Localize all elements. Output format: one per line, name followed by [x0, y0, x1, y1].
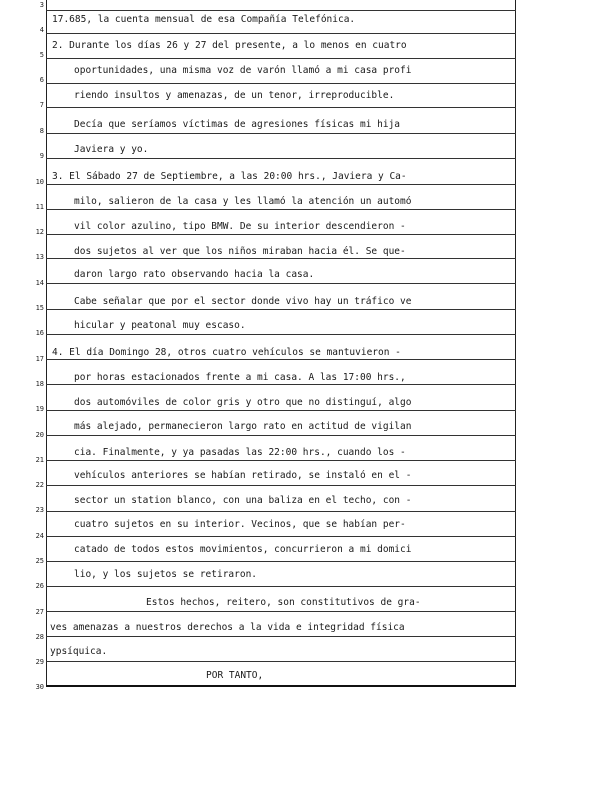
line-number: 23 — [35, 506, 44, 514]
ruled-line — [46, 511, 516, 512]
line-number: 3 — [39, 1, 44, 9]
line-number: 24 — [35, 532, 44, 540]
text-line: hicular y peatonal muy escaso. — [74, 320, 246, 331]
left-margin-rule — [46, 0, 47, 686]
text-line: dos sujetos al ver que los niños miraban hacia él. Se que- — [74, 246, 406, 257]
text-line: oportunidades, una misma voz de varón llamó a mi casa profi — [74, 65, 412, 76]
line-number: 10 — [35, 178, 44, 186]
text-line: ves amenazas a nuestros derechos a la vida e integridad física — [50, 622, 405, 633]
ruled-line — [46, 133, 516, 134]
line-number: 28 — [35, 633, 44, 641]
line-number: 20 — [35, 431, 44, 439]
line-number: 30 — [35, 683, 44, 691]
bleed-through-artifact — [90, 770, 390, 784]
line-number: 13 — [35, 253, 44, 261]
line-number: 8 — [39, 127, 44, 135]
line-number: 11 — [35, 203, 44, 211]
text-line: vehículos anteriores se habían retirado, se instaló en el - — [74, 470, 412, 481]
ruled-line — [46, 309, 516, 310]
ruled-line — [46, 435, 516, 436]
line-number: 25 — [35, 557, 44, 565]
line-number: 12 — [35, 228, 44, 236]
line-number: 19 — [35, 405, 44, 413]
text-line: Estos hechos, reitero, son constitutivos de gra- — [146, 597, 421, 608]
ruled-line — [46, 460, 516, 461]
ruled-line — [46, 83, 516, 84]
ruled-line — [46, 536, 516, 537]
line-number: 4 — [39, 26, 44, 34]
text-line: Javiera y yo. — [74, 144, 149, 155]
line-number: 6 — [39, 76, 44, 84]
ruled-line — [46, 334, 516, 335]
text-line: ypsíquica. — [50, 646, 108, 657]
ruled-line — [46, 184, 516, 185]
text-line: dos automóviles de color gris y otro que no distinguí, algo — [74, 397, 412, 408]
line-number: 14 — [35, 279, 44, 287]
text-line: 2. Durante los días 26 y 27 del presente, a lo menos en cuatro — [52, 40, 407, 51]
ruled-line — [46, 359, 516, 360]
text-line: catado de todos estos movimientos, concurrieron a mi domici — [74, 544, 412, 555]
ruled-line — [46, 58, 516, 59]
line-number: 18 — [35, 380, 44, 388]
ruled-line — [46, 661, 516, 662]
line-number: 29 — [35, 658, 44, 666]
ruled-line — [46, 33, 516, 34]
line-number: 17 — [35, 355, 44, 363]
text-line: cuatro sujetos en su interior. Vecinos, que se habían per- — [74, 519, 406, 530]
line-number: 16 — [35, 329, 44, 337]
ruled-line — [46, 611, 516, 612]
ruled-line — [46, 158, 516, 159]
line-number: 21 — [35, 456, 44, 464]
text-line: daron largo rato observando hacia la casa. — [74, 269, 315, 280]
ruled-line — [46, 410, 516, 411]
text-line: riendo insultos y amenazas, de un tenor, irreproducible. — [74, 90, 395, 101]
ruled-line — [46, 283, 516, 284]
right-margin-rule — [515, 0, 516, 686]
text-line: 3. El Sábado 27 de Septiembre, a las 20:00 hrs., Javiera y Ca- — [52, 171, 407, 182]
ruled-line — [46, 561, 516, 562]
ruled-line — [46, 485, 516, 486]
ruled-line — [46, 234, 516, 235]
text-line: por horas estacionados frente a mi casa. A las 17:00 hrs., — [74, 372, 406, 383]
line-number: 22 — [35, 481, 44, 489]
line-number: 15 — [35, 304, 44, 312]
text-line: 17.685, la cuenta mensual de esa Compañía Telefónica. — [52, 14, 356, 25]
text-line: 4. El día Domingo 28, otros cuatro vehículos se mantuvieron - — [52, 347, 401, 358]
text-line: sector un station blanco, con una baliza en el techo, con - — [74, 495, 412, 506]
ruled-line — [46, 10, 516, 11]
ruled-line — [46, 586, 516, 587]
line-number: 9 — [39, 152, 44, 160]
text-line: vil color azulino, tipo BMW. De su interior descendieron - — [74, 221, 406, 232]
text-line: Decía que seríamos víctimas de agresiones físicas mi hija — [74, 119, 401, 130]
text-line: POR TANTO, — [206, 670, 264, 681]
ruled-line-bottom — [46, 685, 516, 687]
ruled-line — [46, 209, 516, 210]
ruled-line — [46, 258, 516, 259]
text-line: más alejado, permanecieron largo rato en actitud de vigilan — [74, 421, 412, 432]
text-line: milo, salieron de la casa y les llamó la atención un automó — [74, 196, 412, 207]
line-number: 5 — [39, 51, 44, 59]
text-line: cia. Finalmente, y ya pasadas las 22:00 hrs., cuando los - — [74, 447, 406, 458]
ruled-line — [46, 107, 516, 108]
ruled-line — [46, 636, 516, 637]
line-number: 26 — [35, 582, 44, 590]
text-line: Cabe señalar que por el sector donde vivo hay un tráfico ve — [74, 296, 412, 307]
line-number: 27 — [35, 608, 44, 616]
ruled-line — [46, 384, 516, 385]
line-number: 7 — [39, 101, 44, 109]
text-line: lio, y los sujetos se retiraron. — [74, 569, 258, 580]
